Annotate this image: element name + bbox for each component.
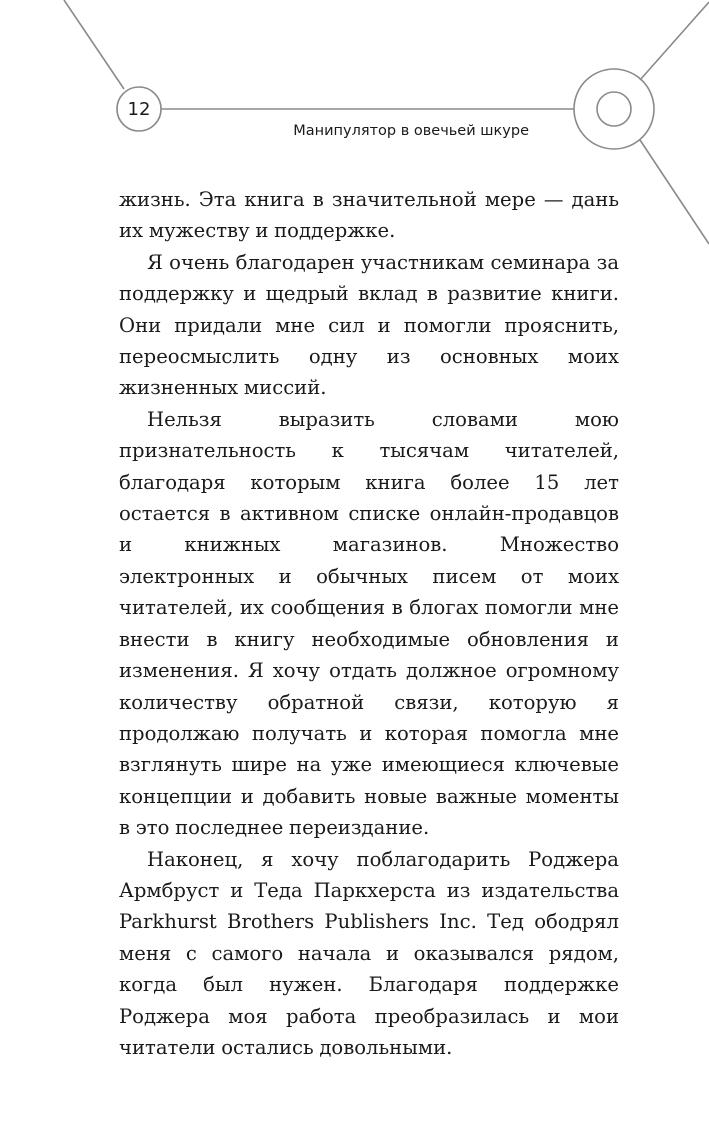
ornament-diagonal-right-top <box>640 2 709 80</box>
running-title: Манипулятор в овечьей шкуре <box>293 123 529 139</box>
ornament-outer-circle <box>574 69 654 149</box>
paragraph: жизнь. Эта книга в значительной мере — дань их мужеству и поддержке. <box>119 188 619 243</box>
paragraph: Наконец, я хочу поблагодарить Роджера Армбруст и Теда Паркхерста из издательства Parkhurst Brothers Publishers Inc. Тед ободрял меня с самого начала и оказывался рядом, когда был нужен. Благодаря поддержке Роджера моя работа преобразилась и мои читатели остались довольными. <box>119 847 619 1059</box>
paragraph: Я очень благодарен участникам семинара за поддержку и щедрый вклад в развитие книги. Они придали мне сил и помогли прояснить, переосмыслить одну из основных моих жизненных миссий. <box>119 250 619 400</box>
body-text <box>119 184 619 1063</box>
ornament-inner-circle <box>597 92 631 126</box>
page-number: 12 <box>127 98 151 120</box>
ornament-diagonal-right-bottom <box>640 140 709 244</box>
paragraph: Нельзя выразить словами мою признательность к тысячам читателей, благодаря которым книга более 15 лет остается в активном списке онлайн-продавцов и книжных магазинов. Множество электронных и обычных писем от моих читателей, их сообщения в блогах помогли мне внести в книгу необходимые обновления и изменения. Я хочу отдать должное огромному количеству обратной связи, которую я продолжаю получать и которая помогла мне взглянуть шире на уже имеющиеся ключевые концепции и добавить новые важные моменты в это последнее переиздание. <box>119 407 619 840</box>
ornament-diagonal-left <box>64 0 124 89</box>
